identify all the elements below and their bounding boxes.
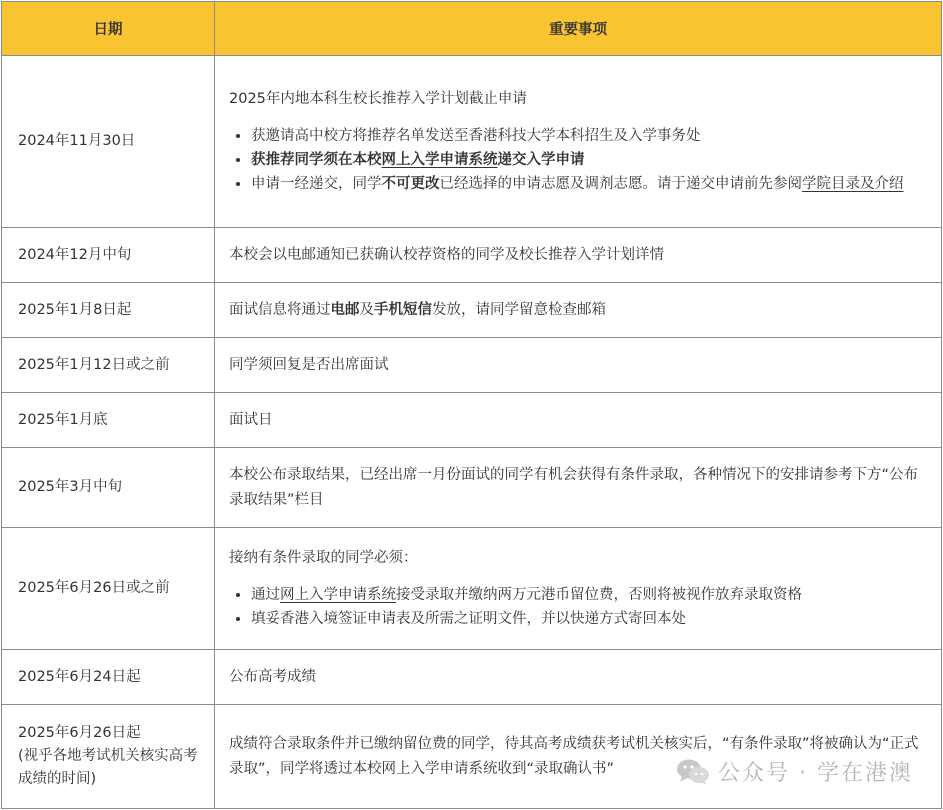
date-cell: 2025年6月24日起 <box>2 650 215 705</box>
column-header-item: 重要事项 <box>215 2 942 56</box>
text-run: 发放，请同学留意检查邮箱 <box>432 301 606 318</box>
text-run: 接受录取并缴纳两万元港币留位费，否则将被视作放弃录取资格 <box>396 587 802 603</box>
text-run: 填妥香港入境签证申请表及所需之证明文件，并以快递方式寄回本处 <box>251 611 686 627</box>
text-run: 申请一经递交，同学 <box>251 176 382 192</box>
inline-link[interactable]: 网上入学申请系统 <box>280 587 396 603</box>
date-cell: 2025年6月26日或之前 <box>2 528 215 650</box>
text-run: 获邀请高中校方将推荐名单发送至香港科技大学本科招生及入学事务处 <box>251 128 701 144</box>
text-run: 通过 <box>251 587 280 603</box>
item-cell <box>215 528 942 650</box>
text-run: 面试信息将通过 <box>229 301 331 318</box>
item-cell <box>215 283 942 338</box>
watermark <box>676 756 913 787</box>
table-row <box>2 448 942 528</box>
item-lead: 接纳有条件录取的同学必须： <box>229 550 418 566</box>
item-lead: 2025年内地本科生校长推荐入学计划截止申请 <box>229 91 527 107</box>
date-cell: 2024年11月30日 <box>2 56 215 228</box>
item-cell: 本校公布录取结果，已经出席一月份面试的同学有机会获得有条件录取，各种情况下的安排请参考下方“公布录取结果”栏目 <box>215 448 942 528</box>
date-cell: 2025年3月中旬 <box>2 448 215 528</box>
item-cell: 成绩符合录取条件并已缴纳留位费的同学，待其高考成绩获考试机关核实后，“有条件录取”将被确认为“正式录取”，同学将透过本校网上入学申请系统收到“录取确认书” <box>215 705 942 809</box>
date-cell: 2025年6月26日起 (视乎各地考试机关核实高考成绩的时间) <box>2 705 215 809</box>
table-row <box>2 650 942 705</box>
item-cell: 本校会以电邮通知已获确认校荐资格的同学及校长推荐入学计划详情 <box>215 228 942 283</box>
watermark-text: 公众号 · 学在港澳 <box>718 761 913 786</box>
table-row <box>2 56 942 228</box>
inline-link[interactable]: 网上入学申请系统 <box>381 152 498 168</box>
table-row <box>2 283 942 338</box>
column-header-date: 日期 <box>2 2 215 56</box>
text-run: 已经选择的申请志愿及调剂志愿。请于递交申请前先参阅 <box>439 176 802 192</box>
wechat-official-account-icon <box>676 758 710 786</box>
table-row <box>2 228 942 283</box>
date-cell: 2024年12月中旬 <box>2 228 215 283</box>
table-row <box>2 393 942 448</box>
text-run: 及 <box>359 301 374 318</box>
list-item <box>251 607 927 631</box>
bullet-list <box>229 124 927 196</box>
item-cell <box>215 56 942 228</box>
list-item <box>251 172 927 196</box>
text-run: 获推荐同学须在本校 <box>251 152 382 168</box>
date-cell: 2025年1月8日起 <box>2 283 215 338</box>
table-row <box>2 528 942 650</box>
table-row <box>2 338 942 393</box>
list-item <box>251 148 927 172</box>
text-run: 递交入学申请 <box>497 152 585 168</box>
inline-link[interactable]: 学院目录及介绍 <box>802 176 904 192</box>
list-item <box>251 124 927 148</box>
list-item <box>251 583 927 607</box>
text-run: 手机短信 <box>374 301 432 318</box>
date-cell: 2025年1月底 <box>2 393 215 448</box>
text-run: 不可更改 <box>381 176 440 192</box>
item-cell: 公布高考成绩 <box>215 650 942 705</box>
bullet-list <box>229 583 927 631</box>
date-cell: 2025年1月12日或之前 <box>2 338 215 393</box>
table-header-row <box>2 2 942 56</box>
text-run: 电邮 <box>330 301 360 318</box>
schedule-table <box>1 1 942 809</box>
item-cell: 面试日 <box>215 393 942 448</box>
item-cell: 同学须回复是否出席面试 <box>215 338 942 393</box>
